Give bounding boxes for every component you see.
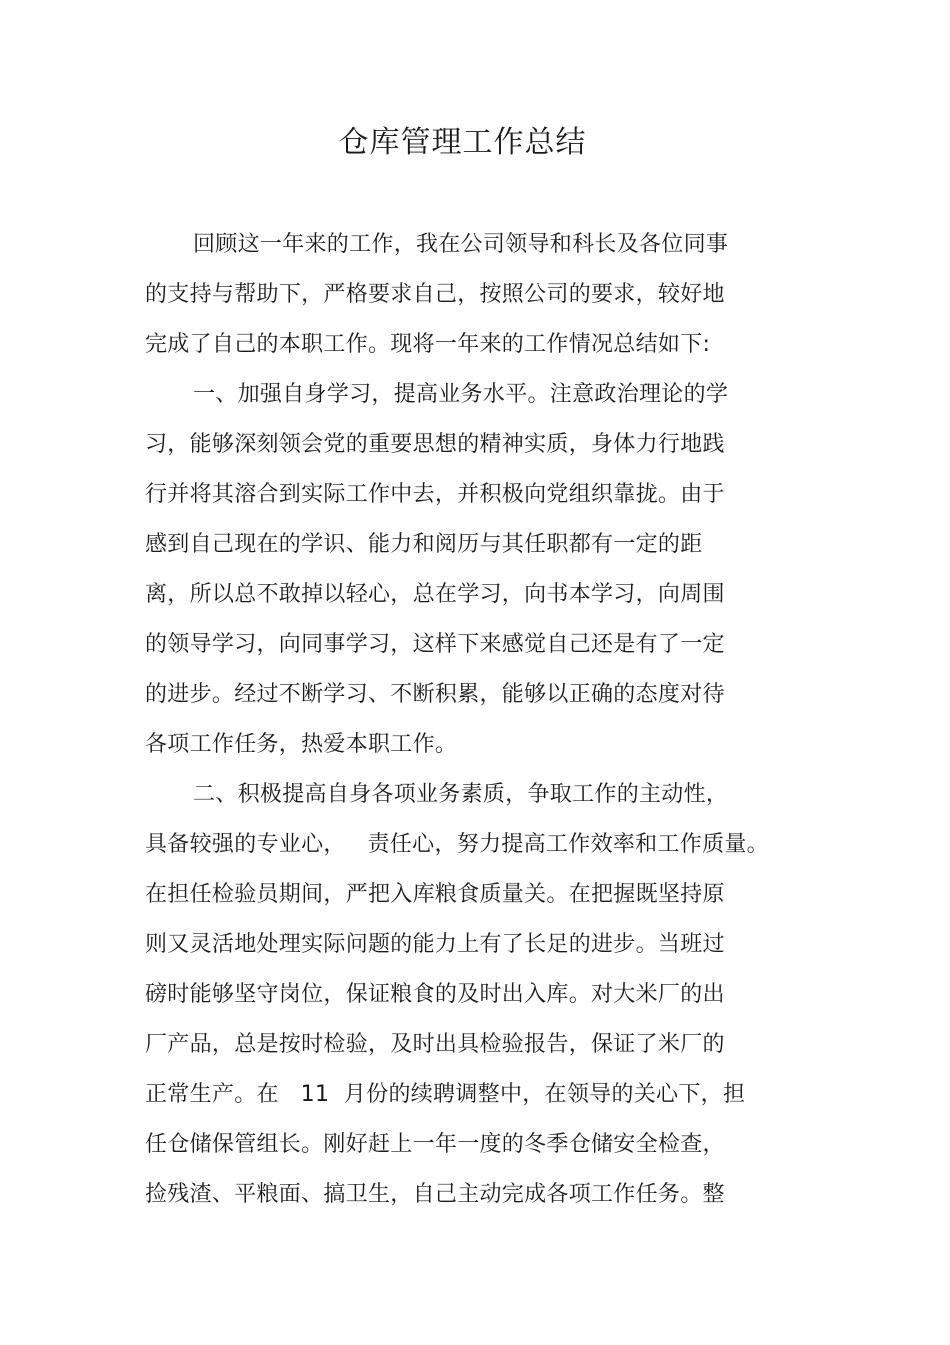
text-line: 感到自己现在的学识、能力和阅历与其任职都有一定的距 bbox=[145, 532, 703, 557]
text-line: 的领导学习，向同事学习，这样下来感觉自己还是有了一定 bbox=[145, 632, 725, 657]
text-line: 一、加强自身学习，提高业务水平。注意政治理论的学 bbox=[193, 382, 729, 407]
document-title: 仓库管理工作总结 bbox=[338, 125, 587, 160]
text-line: 磅时能够坚守岗位，保证粮食的及时出入库。对大米厂的出 bbox=[145, 982, 725, 1007]
text-line: 在担任检验员期间，严把入库粮食质量关。在把握既坚持原 bbox=[145, 882, 725, 907]
text-line: 离，所以总不敢掉以轻心，总在学习，向书本学习，向周围 bbox=[145, 582, 725, 607]
text-line: 任仓储保管组长。刚好赶上一年一度的冬季仓储安全检查， bbox=[145, 1132, 725, 1157]
text-line: 二、积极提高自身各项业务素质，争取工作的主动性， bbox=[193, 782, 729, 807]
text-line: 正常生产。在 11 月份的续聘调整中，在领导的关心下，担 bbox=[145, 1082, 746, 1107]
text-line: 则又灵活地处理实际问题的能力上有了长足的进步。当班过 bbox=[145, 932, 725, 957]
text-line: 厂产品，总是按时检验，及时出具检验报告，保证了米厂的 bbox=[145, 1032, 725, 1057]
text-line: 的支持与帮助下，严格要求自己，按照公司的要求，较好地 bbox=[145, 282, 725, 307]
document-body bbox=[145, 220, 785, 1220]
text-line: 回顾这一年来的工作，我在公司领导和科长及各位同事 bbox=[193, 232, 729, 257]
text-line: 行并将其溶合到实际工作中去，并积极向党组织靠拢。由于 bbox=[145, 482, 725, 507]
text-line: 完成了自己的本职工作。现将一年来的工作情况总结如下: bbox=[145, 332, 711, 357]
text-line: 习，能够深刻领会党的重要思想的精神实质，身体力行地践 bbox=[145, 432, 725, 457]
text-line: 的进步。经过不断学习、不断积累，能够以正确的态度对待 bbox=[145, 682, 725, 707]
text-line: 各项工作任务，热爱本职工作。 bbox=[145, 732, 458, 757]
text-line: 捡残渣、平粮面、搞卫生，自己主动完成各项工作任务。整 bbox=[145, 1182, 725, 1207]
text-line: 具备较强的专业心， 责任心，努力提高工作效率和工作质量。 bbox=[145, 832, 769, 857]
